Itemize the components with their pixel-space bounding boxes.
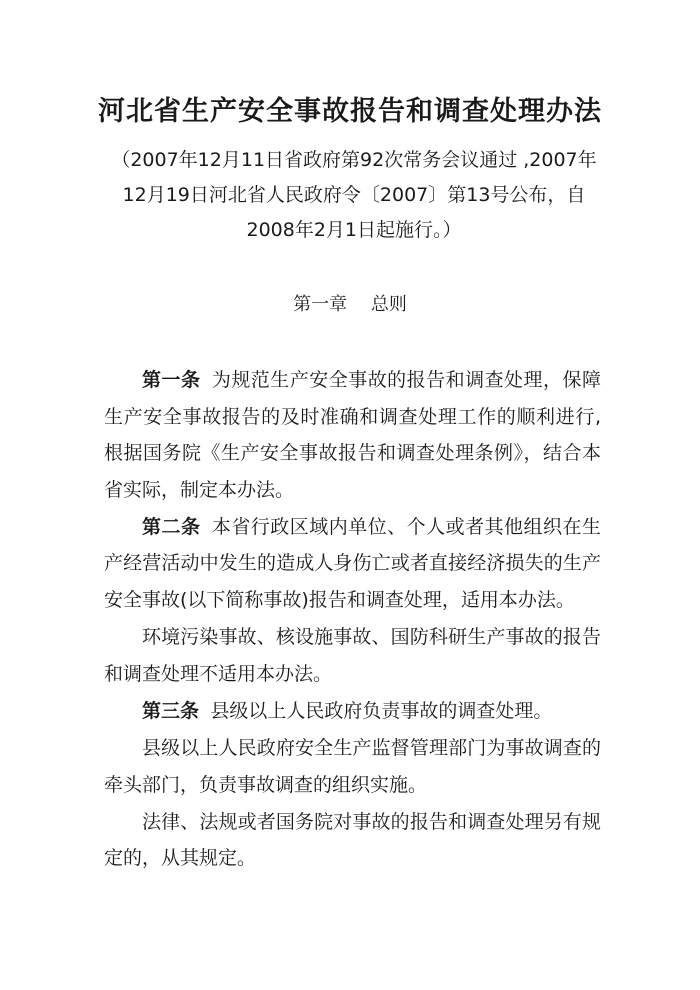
article-1-paragraph bbox=[104, 362, 601, 508]
article-2-paragraph-2 bbox=[104, 619, 601, 692]
paragraph-text: 环境污染事故、核设施事故、国防科研生产事故的报告和调查处理不适用本办法。 bbox=[104, 626, 601, 685]
article-3-paragraph-2 bbox=[104, 730, 601, 803]
document-subtitle: （2007年12月11日省政府第92次常务会议通过 ,2007年12月19日河北省人民政府令〔2007〕第13号公布，自2008年2月1日起施行。） bbox=[111, 149, 597, 241]
chapter-heading: 第一章 总则 bbox=[293, 294, 407, 315]
paragraph-text: 县级以上人民政府负责事故的调查处理。 bbox=[210, 699, 553, 722]
article-3-paragraph bbox=[104, 693, 601, 730]
paragraph-text: 县级以上人民政府安全生产监督管理部门为事故调查的牵头部门，负责事故调查的组织实施。 bbox=[104, 736, 601, 796]
document-title: 河北省生产安全事故报告和调查处理办法 bbox=[98, 96, 602, 127]
article-2-paragraph bbox=[104, 509, 601, 619]
paragraph-text: 本省行政区域内单位、个人或者其他组织在生产经营活动中发生的造成人身伤亡或者直接经济损失的生产安全事故(以下简称事故)报告和调查处理，适用本办法。 bbox=[104, 515, 601, 612]
paragraph-text: 法律、法规或者国务院对事故的报告和调查处理另有规定的，从其规定。 bbox=[104, 810, 601, 870]
document-body bbox=[104, 362, 601, 877]
article-label: 第三条 bbox=[142, 699, 200, 722]
article-3-paragraph-3 bbox=[104, 804, 601, 877]
paragraph-text: 为规范生产安全事故的报告和调查处理，保障生产安全事故报告的及时准确和调查处理工作的顺利进行,根据国务院《生产安全事故报告和调查处理条例》，结合本省实际，制定本办法。 bbox=[104, 369, 601, 501]
article-label: 第一条 bbox=[142, 369, 201, 391]
article-label: 第二条 bbox=[142, 515, 201, 538]
